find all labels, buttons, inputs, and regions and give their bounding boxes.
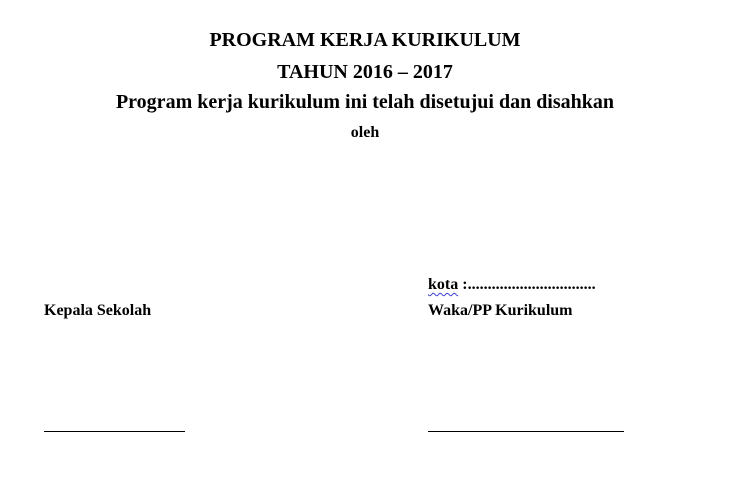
left-signature-line — [44, 431, 185, 432]
place-separator: : — [458, 276, 468, 293]
place-dots: ................................ — [467, 276, 596, 293]
place-field — [428, 275, 596, 295]
by-label: oleh — [350, 124, 380, 141]
left-signatory-title: Kepala Sekolah — [44, 302, 152, 319]
right-signature-line — [428, 431, 624, 432]
document-title: PROGRAM KERJA KURIKULUM — [209, 29, 521, 51]
right-signatory-title: Waka/PP Kurikulum — [428, 302, 573, 319]
place-label: kota — [428, 276, 459, 293]
document-year: TAHUN 2016 – 2017 — [277, 61, 453, 83]
approval-statement: Program kerja kurikulum ini telah disetujui dan disahkan — [115, 91, 615, 113]
